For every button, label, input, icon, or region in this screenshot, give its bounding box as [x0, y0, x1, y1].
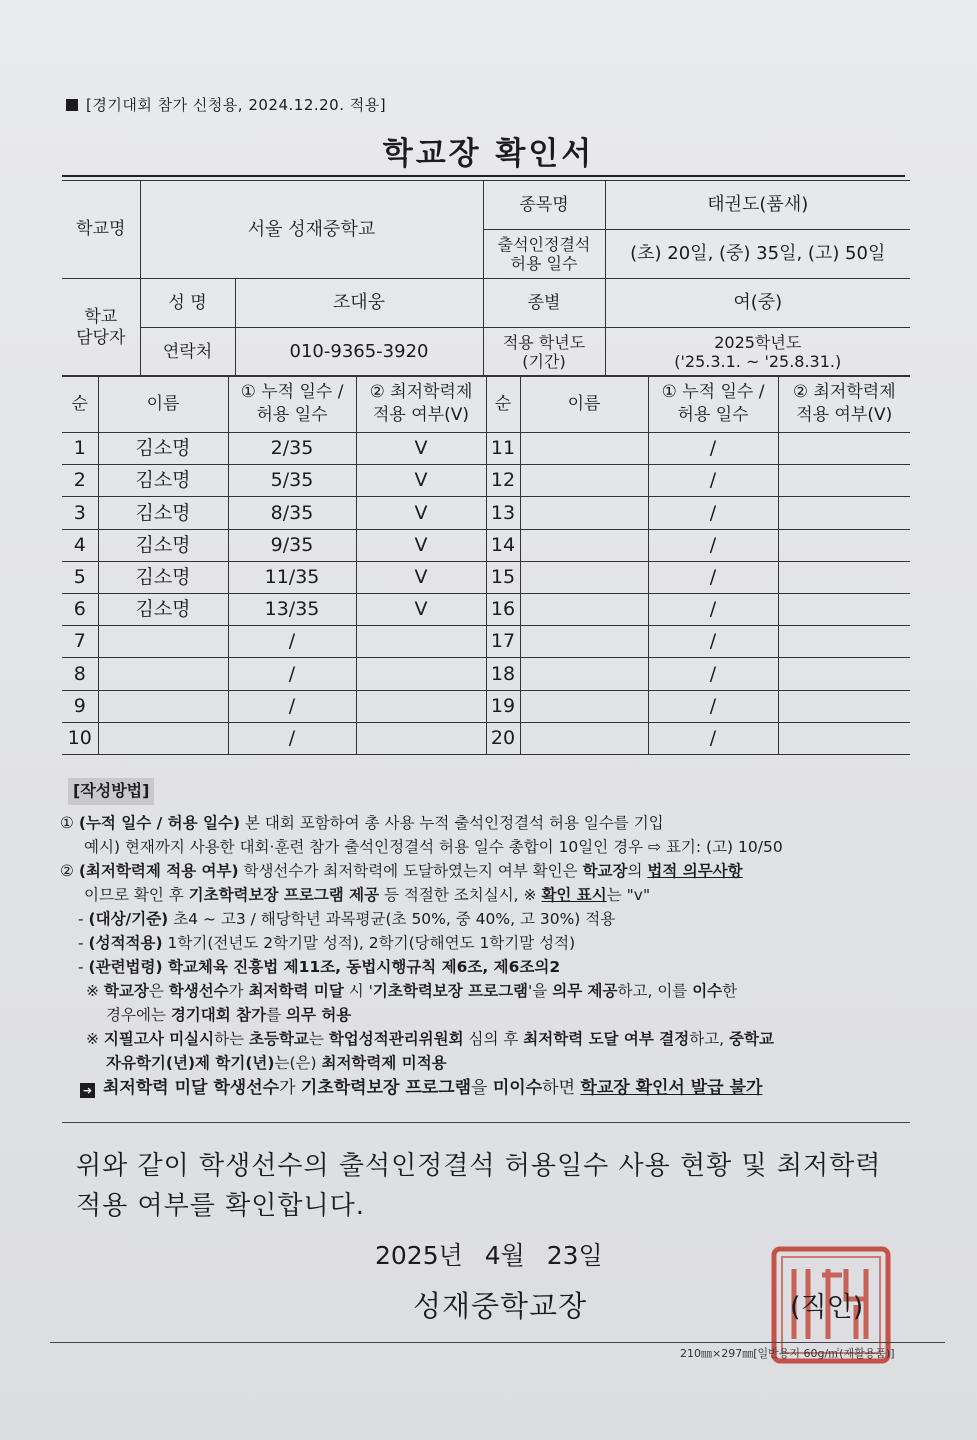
- absence-days: /: [648, 497, 778, 529]
- absence-days: 9/35: [228, 529, 356, 561]
- table-row: [62, 722, 910, 754]
- min-academic-check: V: [356, 465, 486, 497]
- min-academic-check: [778, 690, 910, 722]
- student-name: [98, 658, 228, 690]
- student-name: [520, 433, 648, 465]
- footer-divider: [50, 1342, 945, 1343]
- min-academic-check: [778, 433, 910, 465]
- row-number: 12: [486, 465, 520, 497]
- school-info-table: [62, 180, 910, 377]
- row-number: 17: [486, 626, 520, 658]
- min-academic-check: [778, 529, 910, 561]
- student-name: 김소명: [98, 465, 228, 497]
- sport-value: 태권도(품새): [605, 181, 910, 230]
- student-name: [98, 626, 228, 658]
- absence-days: 13/35: [228, 593, 356, 625]
- gender-label: 종별: [483, 279, 605, 328]
- row-number: 10: [62, 722, 98, 754]
- student-name: [520, 529, 648, 561]
- table-row: [62, 658, 910, 690]
- table-row: [62, 465, 910, 497]
- min-academic-check: [778, 626, 910, 658]
- student-name: [98, 690, 228, 722]
- absence-days: 2/35: [228, 433, 356, 465]
- warning-line: ➜ 최저학력 미달 학생선수가 기초학력보장 프로그램을 미이수하면 학교장 확인서 발급 불가: [60, 1075, 940, 1101]
- note-1-cont: 경우에는 경기대회 참가를 의무 허용: [106, 1005, 352, 1024]
- col-name-left: 이름: [98, 376, 228, 433]
- table-header-row: [62, 376, 910, 433]
- min-academic-check: V: [356, 433, 486, 465]
- absence-days: /: [228, 658, 356, 690]
- absence-days: /: [648, 722, 778, 754]
- student-name: 김소명: [98, 529, 228, 561]
- absence-days: 5/35: [228, 465, 356, 497]
- school-name: 서울 성재중학교: [140, 181, 483, 279]
- absence-value: (초) 20일, (중) 35일, (고) 50일: [605, 230, 910, 279]
- student-name: 김소명: [98, 497, 228, 529]
- min-academic-check: [356, 658, 486, 690]
- student-name: 김소명: [98, 433, 228, 465]
- min-academic-check: [356, 626, 486, 658]
- table-row: [62, 561, 910, 593]
- absence-days: /: [228, 690, 356, 722]
- row-number: 3: [62, 497, 98, 529]
- row-number: 13: [486, 497, 520, 529]
- absence-days: /: [648, 690, 778, 722]
- student-name: 김소명: [98, 593, 228, 625]
- sport-label: 종목명: [483, 181, 605, 230]
- confirmation-statement: 위와 같이 학생선수의 출석인정결석 허용일수 사용 현황 및 최저학력 적용 여부를 확인합니다.: [76, 1151, 882, 1222]
- row-number: 4: [62, 529, 98, 561]
- min-academic-check: [356, 690, 486, 722]
- sub-grades: - (성적적용) 1학기(전년도 2학기말 성적), 2학기(당해연도 1학기말 성적): [78, 933, 576, 952]
- principal-name: 성재중학교장: [413, 1289, 588, 1323]
- note-2-cont: 자유학기(년)제 학기(년)는(은) 최저학력제 미적용: [106, 1053, 447, 1072]
- sub-law: - (관련법령) 학교체육 진흥법 제11조, 동법시행규칙 제6조, 제6조의2: [78, 957, 561, 976]
- col-days-left: ① 누적 일수 / 허용 일수: [228, 376, 356, 433]
- student-name: [520, 465, 648, 497]
- row-number: 8: [62, 658, 98, 690]
- col-min-right: ② 최저학력제 적용 여부(V): [778, 376, 910, 433]
- student-name: [98, 722, 228, 754]
- row-number: 7: [62, 626, 98, 658]
- instructions-heading: [작성방법]: [68, 778, 154, 805]
- row-number: 18: [486, 658, 520, 690]
- min-academic-check: V: [356, 561, 486, 593]
- table-row: [62, 690, 910, 722]
- section-divider: [62, 1122, 910, 1123]
- col-name-right: 이름: [520, 376, 648, 433]
- instruction-2-cont: 이므로 확인 후 기초학력보장 프로그램 제공 등 적절한 조치실시, ※ 확인 표시는 "v": [84, 885, 651, 904]
- table-row: [62, 433, 910, 465]
- absence-days: /: [228, 626, 356, 658]
- min-academic-check: [356, 722, 486, 754]
- col-no-left: 순: [62, 376, 98, 433]
- absence-days: /: [648, 626, 778, 658]
- absence-days: /: [228, 722, 356, 754]
- manager-name: 조대웅: [235, 279, 483, 328]
- school-label: 학교명: [62, 181, 140, 279]
- student-name: [520, 593, 648, 625]
- table-row: [62, 497, 910, 529]
- attendance-table: [62, 375, 910, 755]
- page-title: 학교장 확인서: [382, 136, 595, 172]
- absence-days: /: [648, 465, 778, 497]
- min-academic-check: [778, 593, 910, 625]
- table-row: [62, 593, 910, 625]
- absence-days: 11/35: [228, 561, 356, 593]
- instructions: [60, 778, 940, 1101]
- table-row: [62, 529, 910, 561]
- issue-date: 2025년 4월 23일: [375, 1241, 603, 1270]
- student-name: [520, 722, 648, 754]
- year-value: 2025학년도 ('25.3.1. ~ '25.8.31.): [605, 328, 910, 377]
- row-number: 1: [62, 433, 98, 465]
- row-number: 5: [62, 561, 98, 593]
- min-academic-check: [778, 465, 910, 497]
- instruction-2: ② (최저학력제 적용 여부) 학생선수가 최저학력에 도달하였는지 여부 확인은 학교장의 법적 의무사항: [60, 861, 743, 880]
- min-academic-check: [778, 722, 910, 754]
- col-no-right: 순: [486, 376, 520, 433]
- absence-days: /: [648, 433, 778, 465]
- seal-label: (직인): [790, 1292, 864, 1323]
- absence-days: /: [648, 561, 778, 593]
- row-number: 6: [62, 593, 98, 625]
- paper-spec: 210㎜×297㎜[일반용지 60g/㎡(재활용품)]: [680, 1347, 895, 1360]
- manager-label: 학교 담당자: [62, 279, 140, 377]
- student-name: [520, 658, 648, 690]
- row-number: 9: [62, 690, 98, 722]
- min-academic-check: [778, 658, 910, 690]
- gender-value: 여(중): [605, 279, 910, 328]
- min-academic-check: V: [356, 529, 486, 561]
- year-label: 적용 학년도 (기간): [483, 328, 605, 377]
- col-days-right: ① 누적 일수 / 허용 일수: [648, 376, 778, 433]
- row-number: 14: [486, 529, 520, 561]
- min-academic-check: V: [356, 593, 486, 625]
- absence-days: /: [648, 593, 778, 625]
- student-name: [520, 626, 648, 658]
- col-min-left: ② 최저학력제 적용 여부(V): [356, 376, 486, 433]
- sub-target: - (대상/기준) 초4 ~ 고3 / 해당학년 과목평균(초 50%, 중 40%, 고 30%) 적용: [78, 909, 616, 928]
- row-number: 2: [62, 465, 98, 497]
- absence-days: /: [648, 529, 778, 561]
- row-number: 16: [486, 593, 520, 625]
- absence-days: /: [648, 658, 778, 690]
- min-academic-check: [778, 561, 910, 593]
- instruction-1: ① (누적 일수 / 허용 일수) 본 대회 포함하여 총 사용 누적 출석인정결석 허용 일수를 기입: [60, 813, 664, 832]
- name-label: 성 명: [140, 279, 235, 328]
- student-name: [520, 690, 648, 722]
- absence-days: 8/35: [228, 497, 356, 529]
- student-name: [520, 497, 648, 529]
- square-bullet-icon: [66, 99, 78, 111]
- table-row: [62, 626, 910, 658]
- row-number: 19: [486, 690, 520, 722]
- instruction-1-example: 예시) 현재까지 사용한 대회·훈련 참가 출석인정결석 허용 일수 총합이 10일인 경우 ⇨ 표기: (고) 10/50: [84, 837, 783, 856]
- title-divider: [62, 175, 905, 177]
- contact-value: 010-9365-3920: [235, 328, 483, 377]
- note-1: ※ 학교장은 학생선수가 최저학력 미달 시 '기초학력보장 프로그램'을 의무 제공하고, 이를 이수한: [86, 981, 738, 1000]
- row-number: 20: [486, 722, 520, 754]
- arrow-box-icon: ➜: [80, 1083, 95, 1098]
- contact-label: 연락처: [140, 328, 235, 377]
- row-number: 15: [486, 561, 520, 593]
- note-2: ※ 지필고사 미실시하는 초등학교는 학업성적관리위원회 심의 후 최저학력 도달 여부 결정하고, 중학교: [86, 1029, 774, 1048]
- min-academic-check: V: [356, 497, 486, 529]
- student-name: [520, 561, 648, 593]
- student-name: 김소명: [98, 561, 228, 593]
- row-number: 11: [486, 433, 520, 465]
- min-academic-check: [778, 497, 910, 529]
- top-note: [경기대회 참가 신청용, 2024.12.20. 적용]: [66, 94, 386, 115]
- absence-label: 출석인정결석 허용 일수: [483, 230, 605, 279]
